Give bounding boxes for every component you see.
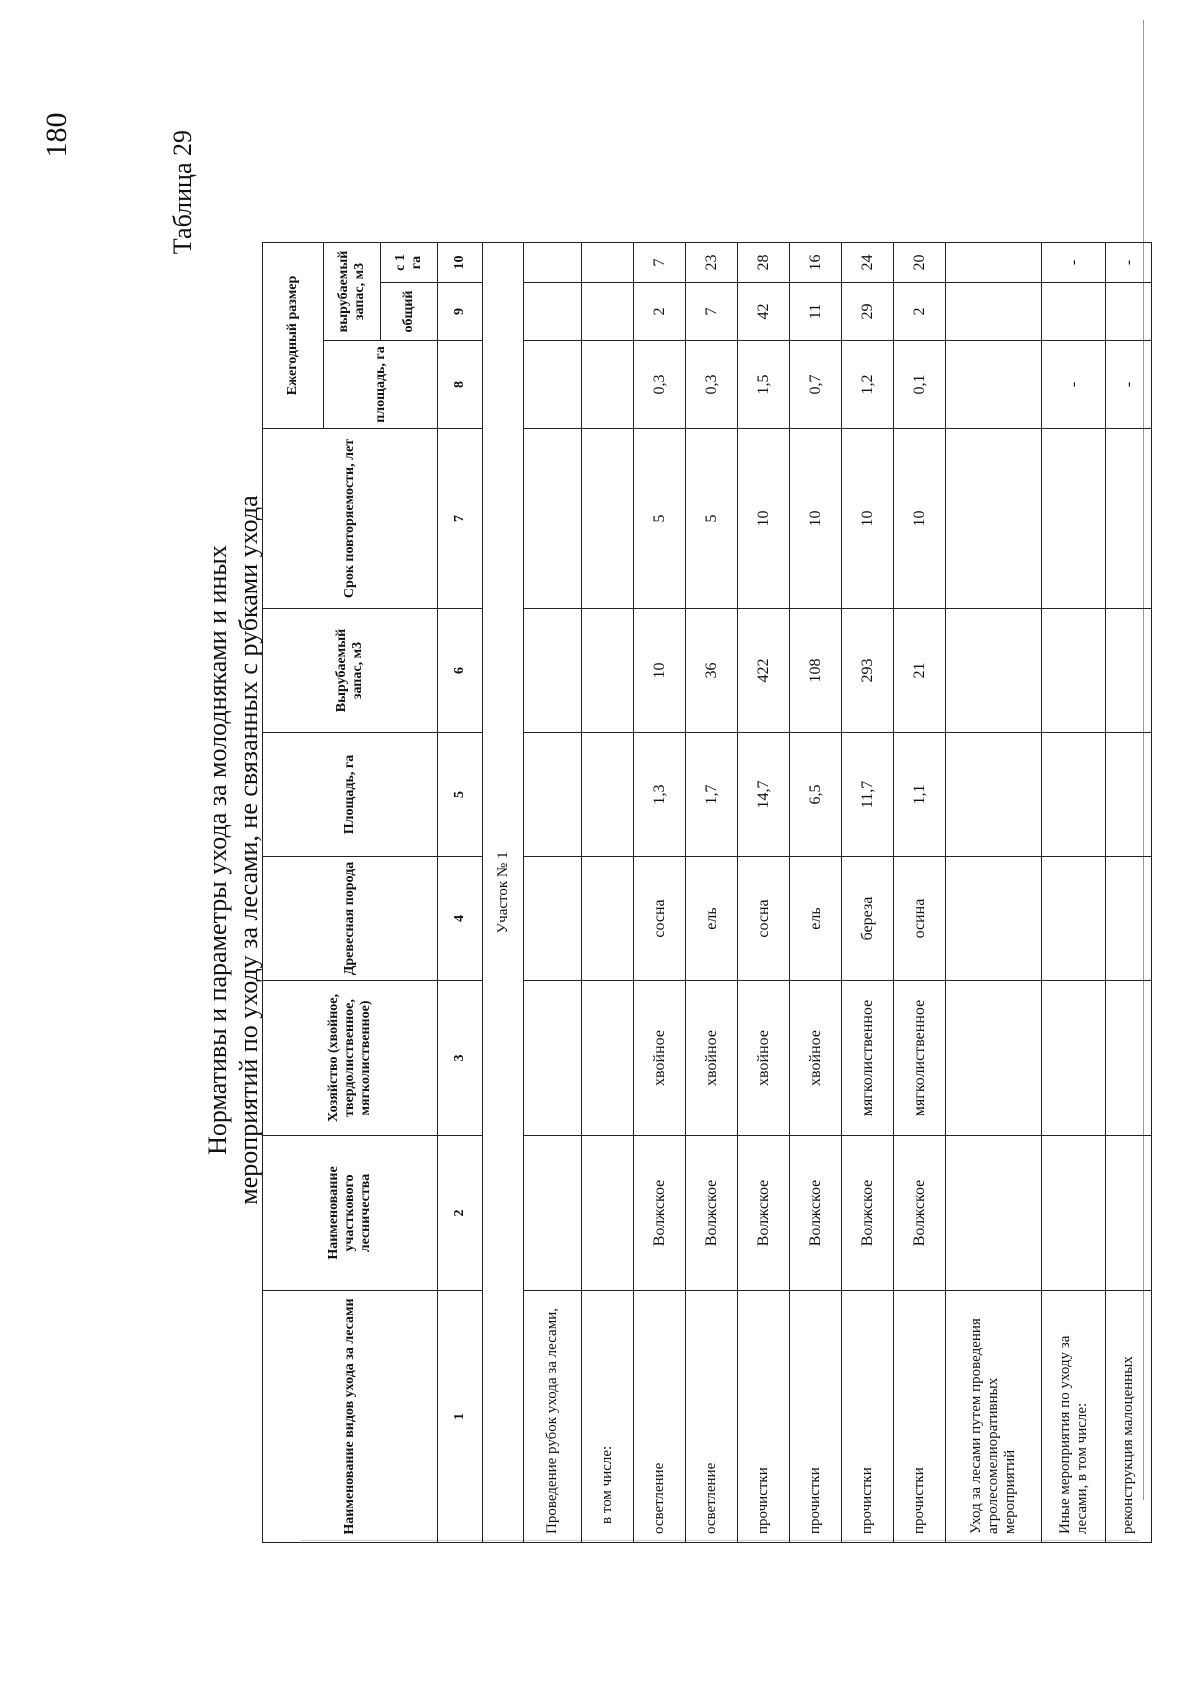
cell-forestry: Волжское [634, 1136, 686, 1291]
cell-forestry [582, 1136, 634, 1291]
cell-farm-type [1106, 981, 1152, 1136]
cell-area [1042, 733, 1106, 857]
cell-care-type: осветление [634, 1291, 686, 1543]
cell-repeat-period: 10 [790, 429, 842, 609]
cell-farm-type [946, 981, 1042, 1136]
cell-annual-area: 1,2 [842, 341, 894, 429]
header-col-2: Наименование участкового лесничества [263, 1136, 438, 1291]
cell-annual-stock-total [946, 283, 1042, 341]
cell-felled-stock: 36 [686, 609, 738, 733]
cell-repeat-period: 10 [842, 429, 894, 609]
cell-annual-stock-per-ha: 16 [790, 243, 842, 283]
cell-tree-species: сосна [634, 857, 686, 981]
cell-farm-type: хвойное [790, 981, 842, 1136]
cell-tree-species [1106, 857, 1152, 981]
cell-annual-stock-total: 7 [686, 283, 738, 341]
cell-area [1106, 733, 1152, 857]
cell-forestry: Волжское [894, 1136, 946, 1291]
cell-farm-type [1042, 981, 1106, 1136]
cell-care-type: прочистки [790, 1291, 842, 1543]
header-annual-area: площадь, га [324, 341, 438, 429]
cell-care-type: осветление [686, 1291, 738, 1543]
cell-annual-stock-per-ha: 28 [738, 243, 790, 283]
cell-tree-species: осина [894, 857, 946, 981]
cell-tree-species: береза [842, 857, 894, 981]
cell-area: 14,7 [738, 733, 790, 857]
cell-tree-species [582, 857, 634, 981]
cell-felled-stock [1042, 609, 1106, 733]
table-row [1042, 243, 1106, 1543]
cell-tree-species [524, 857, 582, 981]
table-row [686, 243, 738, 1543]
header-stock-total: общий [381, 283, 438, 341]
cell-tree-species: сосна [738, 857, 790, 981]
cell-felled-stock: 293 [842, 609, 894, 733]
cell-care-type: реконструкция малоценных [1106, 1291, 1152, 1543]
cell-repeat-period: 10 [738, 429, 790, 609]
cell-repeat-period [1106, 429, 1152, 609]
norms-table [262, 242, 1152, 1543]
cell-area: 6,5 [790, 733, 842, 857]
cell-repeat-period [946, 429, 1042, 609]
cell-farm-type: хвойное [634, 981, 686, 1136]
cell-farm-type [524, 981, 582, 1136]
cell-forestry [946, 1136, 1042, 1291]
cell-farm-type: мягколиственное [842, 981, 894, 1136]
cell-annual-stock-total [1042, 283, 1106, 341]
table-number: Таблица 29 [168, 130, 197, 255]
column-number: 6 [438, 609, 483, 733]
cell-felled-stock: 108 [790, 609, 842, 733]
cell-annual-area: - [1042, 341, 1106, 429]
cell-repeat-period: 5 [634, 429, 686, 609]
cell-felled-stock: 422 [738, 609, 790, 733]
cell-annual-stock-total: 2 [634, 283, 686, 341]
cell-area: 1,7 [686, 733, 738, 857]
cell-annual-area: - [1106, 341, 1152, 429]
column-number: 3 [438, 981, 483, 1136]
cell-forestry: Волжское [738, 1136, 790, 1291]
cell-annual-area: 0,3 [634, 341, 686, 429]
cell-care-type: прочистки [738, 1291, 790, 1543]
cell-farm-type [582, 981, 634, 1136]
page-number: 180 [40, 112, 73, 158]
cell-area [946, 733, 1042, 857]
cell-repeat-period [582, 429, 634, 609]
column-number: 8 [438, 341, 483, 429]
cell-area [524, 733, 582, 857]
cell-annual-stock-per-ha [946, 243, 1042, 283]
header-col-7: Срок повторяемости, лет [263, 429, 438, 609]
cell-annual-area [582, 341, 634, 429]
cell-annual-stock-per-ha [582, 243, 634, 283]
cell-annual-stock-per-ha: 7 [634, 243, 686, 283]
cell-care-type: в том числе: [582, 1291, 634, 1543]
cell-farm-type: хвойное [738, 981, 790, 1136]
cell-annual-area: 1,5 [738, 341, 790, 429]
cell-tree-species [946, 857, 1042, 981]
table-row [894, 243, 946, 1543]
cell-farm-type: хвойное [686, 981, 738, 1136]
table-title [202, 275, 264, 1425]
cell-care-type: Проведение рубок ухода за лесами, [524, 1291, 582, 1543]
column-number: 4 [438, 857, 483, 981]
header-col-3: Хозяйство (хвойное, твердолиственное, мягколиственное) [263, 981, 438, 1136]
cell-care-type: Иные мероприятия по уходу за лесами, в том числе: [1042, 1291, 1106, 1543]
header-stock-per-ha: с 1 га [381, 243, 438, 283]
column-number: 10 [438, 243, 483, 283]
cell-annual-stock-per-ha: - [1106, 243, 1152, 283]
cell-forestry [1106, 1136, 1152, 1291]
header-col-1: Наименование видов ухода за лесами [263, 1291, 438, 1543]
section-label: Участок № 1 [483, 243, 524, 1543]
table-title-line-1: Нормативы и параметры ухода за молодняками и иных [203, 545, 232, 1155]
header-annual-stock: вырубаемый запас, м3 [324, 243, 381, 341]
cell-annual-stock-total [582, 283, 634, 341]
cell-annual-stock-per-ha: 24 [842, 243, 894, 283]
cell-annual-stock-total [1106, 283, 1152, 341]
cell-annual-area: 0,1 [894, 341, 946, 429]
cell-annual-stock-total: 42 [738, 283, 790, 341]
header-annual-group: Ежегодный размер [263, 243, 324, 429]
cell-felled-stock [1106, 609, 1152, 733]
cell-annual-area: 0,7 [790, 341, 842, 429]
table-row [582, 243, 634, 1543]
cell-felled-stock [946, 609, 1042, 733]
cell-forestry: Волжское [842, 1136, 894, 1291]
cell-annual-stock-per-ha: 20 [894, 243, 946, 283]
cell-annual-stock-per-ha: 23 [686, 243, 738, 283]
cell-annual-stock-total [524, 283, 582, 341]
column-number: 5 [438, 733, 483, 857]
cell-felled-stock [524, 609, 582, 733]
table-row [1106, 243, 1152, 1543]
cell-felled-stock: 21 [894, 609, 946, 733]
cell-care-type: прочистки [842, 1291, 894, 1543]
cell-annual-stock-total: 11 [790, 283, 842, 341]
cell-farm-type: мягколиственное [894, 981, 946, 1136]
cell-felled-stock [582, 609, 634, 733]
cell-forestry [524, 1136, 582, 1291]
cell-repeat-period [524, 429, 582, 609]
cell-care-type: прочистки [894, 1291, 946, 1543]
cell-felled-stock: 10 [634, 609, 686, 733]
cell-area: 1,3 [634, 733, 686, 857]
table-row [790, 243, 842, 1543]
cell-annual-area [524, 341, 582, 429]
table-title-line-2: мероприятий по уходу за лесами, не связанных с рубками ухода [234, 495, 263, 1205]
table-row [946, 243, 1042, 1543]
cell-tree-species: ель [790, 857, 842, 981]
cell-area: 11,7 [842, 733, 894, 857]
header-col-4: Древесная порода [263, 857, 438, 981]
column-number: 9 [438, 283, 483, 341]
cell-annual-area: 0,3 [686, 341, 738, 429]
table-row [524, 243, 582, 1543]
cell-annual-stock-per-ha [524, 243, 582, 283]
cell-annual-stock-total: 29 [842, 283, 894, 341]
table-row [634, 243, 686, 1543]
column-number: 1 [438, 1291, 483, 1543]
cell-annual-stock-per-ha: - [1042, 243, 1106, 283]
table-row [842, 243, 894, 1543]
header-col-6: Вырубаемый запас, м3 [263, 609, 438, 733]
cell-area [582, 733, 634, 857]
cell-forestry: Волжское [790, 1136, 842, 1291]
cell-annual-stock-total: 2 [894, 283, 946, 341]
column-number: 7 [438, 429, 483, 609]
table-row [738, 243, 790, 1543]
cell-annual-area [946, 341, 1042, 429]
cell-tree-species: ель [686, 857, 738, 981]
header-col-5: Площадь, га [263, 733, 438, 857]
section-row [483, 243, 524, 1543]
cell-tree-species [1042, 857, 1106, 981]
cell-repeat-period: 10 [894, 429, 946, 609]
column-number-row [438, 243, 483, 1543]
cell-repeat-period: 5 [686, 429, 738, 609]
cell-forestry: Волжское [686, 1136, 738, 1291]
cell-forestry [1042, 1136, 1106, 1291]
cell-care-type: Уход за лесами путем проведения агролесомелиоративных мероприятий [946, 1291, 1042, 1543]
cell-repeat-period [1042, 429, 1106, 609]
cell-area: 1,1 [894, 733, 946, 857]
column-number: 2 [438, 1136, 483, 1291]
